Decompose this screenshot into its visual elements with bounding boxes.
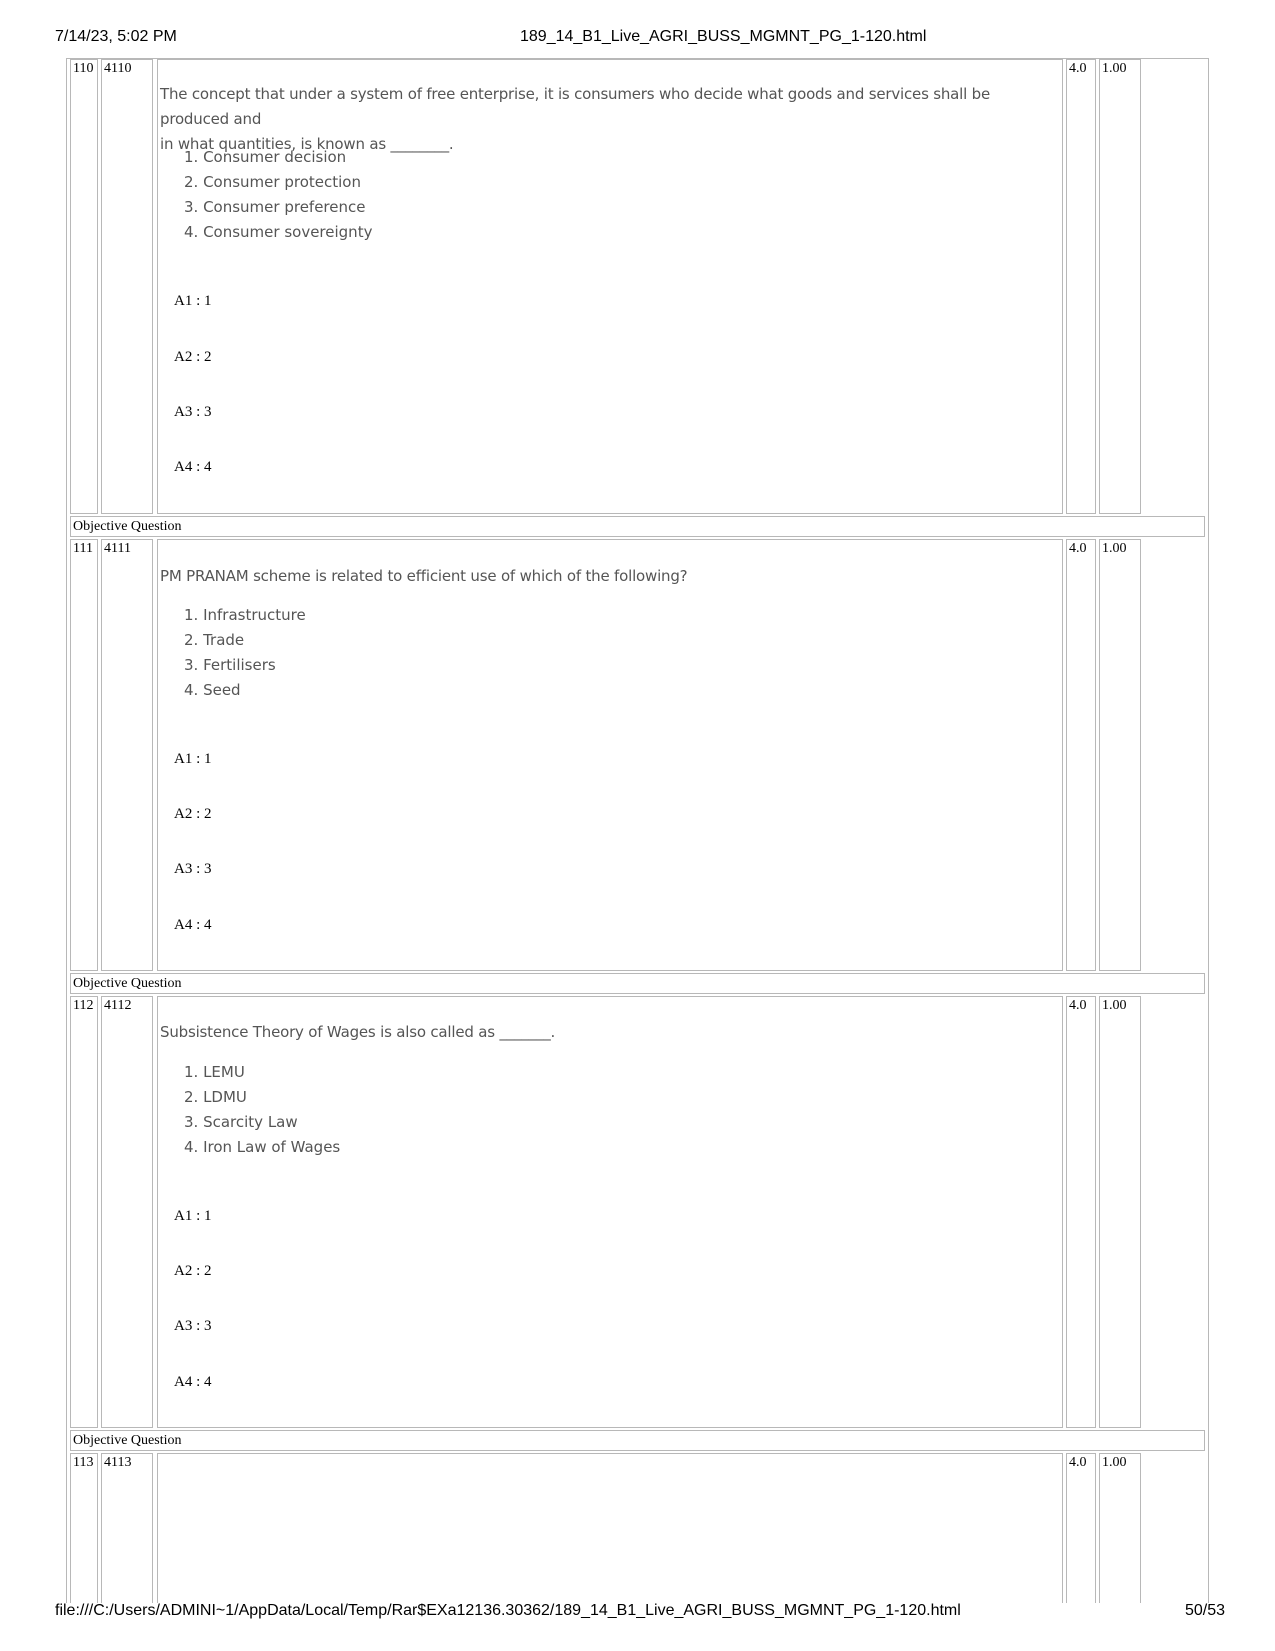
print-footer — [55, 1602, 1225, 1626]
answer-key: A4 : 4 — [174, 1374, 212, 1390]
answer-key: A4 : 4 — [174, 459, 212, 475]
option-item: 4. Consumer sovereignty — [184, 223, 373, 241]
question-id-cell — [101, 996, 153, 1428]
negative-marks-cell — [1099, 996, 1141, 1428]
serial-number: 113 — [73, 1455, 94, 1470]
negative-marks: 1.00 — [1102, 541, 1127, 556]
question-id-cell — [101, 539, 153, 971]
answer-key: A1 : 1 — [174, 1208, 212, 1224]
option-item: 2. LDMU — [184, 1088, 247, 1106]
option-item: 3. Consumer preference — [184, 198, 366, 216]
option-item: 2. Consumer protection — [184, 173, 361, 191]
option-item: 4. Seed — [184, 681, 241, 699]
option-item: 1. Consumer decision — [184, 148, 347, 166]
answer-key: A1 : 1 — [174, 293, 212, 309]
answer-key: A2 : 2 — [174, 806, 212, 822]
answer-key: A1 : 1 — [174, 751, 212, 767]
serial-number: 112 — [73, 998, 94, 1013]
question-body-cell — [157, 1453, 1063, 1603]
option-item: 4. Iron Law of Wages — [184, 1138, 341, 1156]
serial-number-cell — [70, 996, 98, 1428]
negative-marks-cell — [1099, 1453, 1141, 1603]
print-header — [55, 28, 1225, 52]
marks: 4.0 — [1069, 61, 1087, 76]
print-doc-title: 189_14_B1_Live_AGRI_BUSS_MGMNT_PG_1-120.html — [520, 28, 927, 45]
marks-cell — [1066, 539, 1096, 971]
answer-key: A4 : 4 — [174, 917, 212, 933]
print-page-number: 50/53 — [1184, 1602, 1225, 1619]
answer-key: A3 : 3 — [174, 861, 212, 877]
option-item: 1. LEMU — [184, 1063, 245, 1081]
print-datetime: 7/14/23, 5:02 PM — [55, 28, 177, 45]
marks: 4.0 — [1069, 541, 1087, 556]
negative-marks: 1.00 — [1102, 1455, 1127, 1470]
serial-number: 110 — [73, 61, 94, 76]
answer-key: A2 : 2 — [174, 349, 212, 365]
option-list — [184, 603, 306, 703]
answer-key: A2 : 2 — [174, 1263, 212, 1279]
question-id: 4110 — [104, 61, 132, 76]
question-text: PM PRANAM scheme is related to efficient use of which of the following? — [160, 567, 688, 585]
answer-key: A3 : 3 — [174, 404, 212, 420]
serial-number-cell — [70, 539, 98, 971]
question-id: 4112 — [104, 998, 132, 1013]
option-item: 1. Infrastructure — [184, 606, 306, 624]
question-type-label: Objective Question — [70, 1430, 1205, 1451]
serial-number-cell — [70, 59, 98, 514]
question-id-cell — [101, 59, 153, 514]
marks-cell — [1066, 59, 1096, 514]
question-text: Subsistence Theory of Wages is also called as _______. — [160, 1023, 556, 1041]
answer-key: A3 : 3 — [174, 1318, 212, 1334]
question-type-label: Objective Question — [70, 973, 1205, 994]
negative-marks-cell — [1099, 59, 1141, 514]
negative-marks: 1.00 — [1102, 998, 1127, 1013]
option-item: 2. Trade — [184, 631, 245, 649]
print-file-path: file:///C:/Users/ADMINI~1/AppData/Local/Temp/Rar$EXa12136.30362/189_14_B1_Live_AGRI_BUSS_MGMNT_PG_1-120.html — [55, 1602, 961, 1619]
serial-number: 111 — [73, 541, 93, 556]
question-id: 4111 — [104, 541, 131, 556]
question-id-cell — [101, 1453, 153, 1603]
question-id: 4113 — [104, 1455, 132, 1470]
marks: 4.0 — [1069, 1455, 1087, 1470]
option-list — [184, 145, 372, 245]
marks: 4.0 — [1069, 998, 1087, 1013]
option-list — [184, 1060, 340, 1160]
negative-marks-cell — [1099, 539, 1141, 971]
serial-number-cell — [70, 1453, 98, 1603]
question-text: The concept that under a system of free enterprise, it is consumers who decide what goods and services shall be produced and in what quantities, is known as ________. — [160, 85, 991, 153]
question-type-label: Objective Question — [70, 516, 1205, 537]
marks-cell — [1066, 996, 1096, 1428]
marks-cell — [1066, 1453, 1096, 1603]
negative-marks: 1.00 — [1102, 61, 1127, 76]
option-item: 3. Scarcity Law — [184, 1113, 298, 1131]
option-item: 3. Fertilisers — [184, 656, 276, 674]
